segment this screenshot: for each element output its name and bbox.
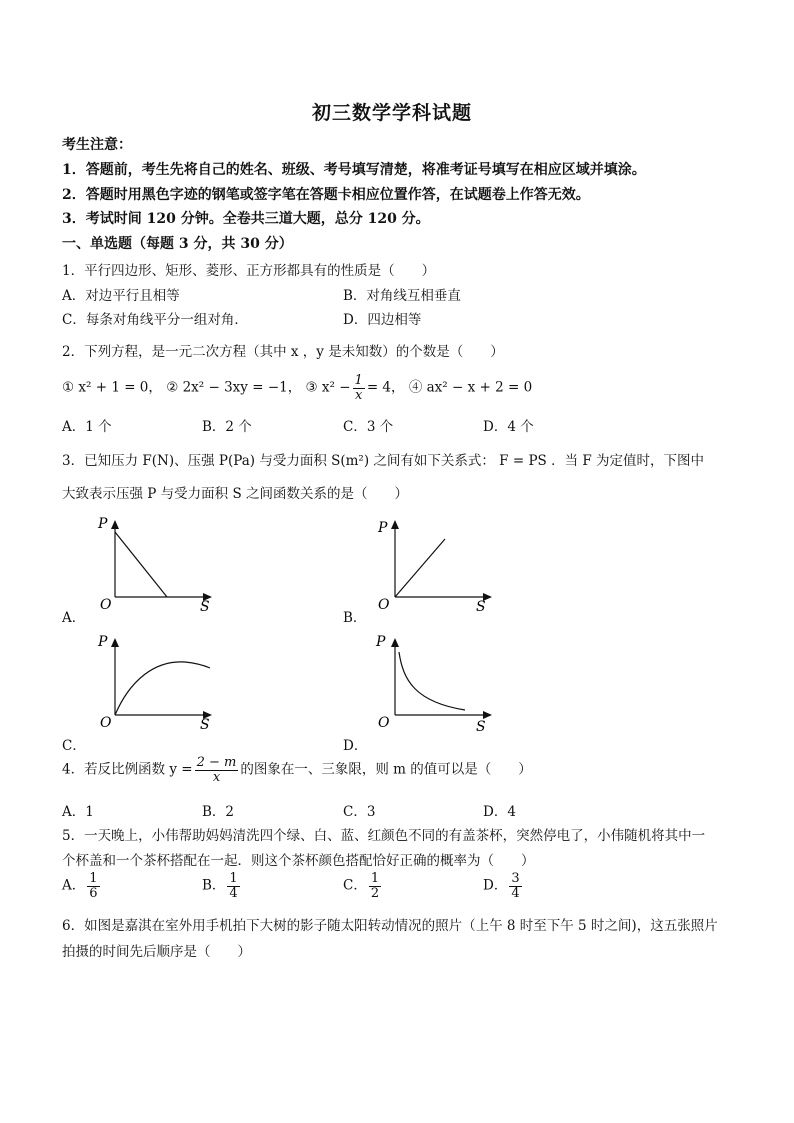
q5-d-num: 3 [511, 871, 520, 886]
q4-option-b: B．2 [202, 804, 235, 820]
graph-b-label-s: S [476, 599, 486, 615]
graph-a-p-arrow [111, 520, 119, 529]
graph-d-label-o: O [378, 715, 390, 731]
q4-option-c: C．3 [343, 804, 376, 820]
graph-b-label-p: P [378, 520, 388, 536]
page-title: 初三数学学科试题 [312, 102, 473, 124]
graph-b [370, 512, 500, 617]
notice-item-1: 1．答题前，考生先将自己的姓名、班级、考号填写清楚，将准考证号填写在相应区域并填涂。 [62, 162, 646, 178]
q4-stem [62, 756, 532, 784]
graph-c-label-s: S [200, 717, 210, 733]
graph-c-curve [115, 662, 210, 715]
q5-option-c-fraction [369, 872, 381, 900]
graph-d-curve [399, 652, 465, 710]
notice-heading: 考生注意： [62, 137, 132, 153]
q5-d-den: 4 [511, 885, 520, 901]
q5-option-d-label: D． [483, 877, 508, 894]
q2-eq3-pre: ③ x² − [305, 379, 351, 396]
q5-option-b-label: B． [202, 877, 226, 894]
q2-eq3-fraction [353, 374, 365, 402]
q4-option-a: A．1 [62, 804, 94, 820]
q1-option-b: B．对角线互相垂直 [343, 288, 461, 304]
q5-option-a-fraction [87, 872, 99, 900]
q5-option-d-fraction [509, 872, 521, 900]
graph-c-label-o: O [100, 715, 112, 731]
graph-c-p-arrow [111, 638, 119, 647]
q5-option-a [62, 872, 102, 900]
q5-option-c-label: C． [343, 877, 367, 894]
q3-option-c: C． [62, 738, 86, 754]
q5-c-num: 1 [370, 871, 380, 886]
q2-equations [62, 374, 532, 402]
q4-stem-pre: 4．若反比例函数 y = [62, 761, 193, 778]
q5-a-num: 1 [89, 871, 98, 886]
q2-eq4: ④ ax² − x + 2 = 0 [408, 379, 533, 396]
q5-option-a-label: A． [62, 877, 86, 894]
notice-item-2: 2．答题时用黑色字迹的钢笔或签字笔在答题卡相应位置作答，在试题卷上作答无效。 [62, 187, 590, 203]
q2-eq1: ① x² + 1 = 0， [62, 379, 162, 396]
q5-option-b-fraction [227, 872, 239, 900]
q4-stem-post: 的图象在一、三象限，则 m 的值可以是（ ） [240, 761, 532, 778]
q3-option-a: A． [62, 610, 86, 626]
graph-a-label-o: O [100, 597, 112, 613]
graph-b-p-arrow [391, 520, 399, 529]
q2-eq3-post: = 4， [366, 379, 405, 396]
q2-stem: 2．下列方程，是一元二次方程（其中 x ，y 是未知数）的个数是（ ） [62, 344, 504, 360]
q3-option-d: D． [343, 738, 368, 754]
graph-b-label-o: O [378, 597, 390, 613]
q4-fraction [195, 756, 239, 784]
q2-option-c: C．3 个 [343, 419, 394, 435]
q5-option-b [202, 872, 242, 900]
q3-line-1: 3．已知压力 F(N)、压强 P(Pa) 与受力面积 S(m²) 之间有如下关系式： F = PS ．当 F 为定值时，下图中 [62, 453, 705, 469]
q4-option-d: D．4 [483, 804, 516, 820]
q1-option-a: A．对边平行且相等 [62, 288, 180, 304]
graph-d-p-arrow [391, 638, 399, 647]
q5-b-den: 4 [229, 885, 238, 901]
graph-c [90, 630, 220, 735]
section-heading: 一、单选题（每题 3 分，共 30 分） [62, 236, 293, 252]
q1-stem: 1．平行四边形、矩形、菱形、正方形都具有的性质是（ ） [62, 263, 436, 279]
q6-line-2: 拍摄的时间先后顺序是（ ） [62, 944, 251, 960]
notice-item-3: 3．考试时间 120 分钟。全卷共三道大题，总分 120 分。 [62, 211, 430, 227]
graph-d [370, 630, 500, 735]
q5-line-1: 5．一天晚上，小伟帮助妈妈清洗四个绿、白、蓝、红颜色不同的有盖茶杯，突然停电了，小伟随机将其中一 [62, 828, 706, 844]
graph-a-label-p: P [98, 516, 108, 532]
q5-a-den: 6 [89, 885, 98, 901]
graph-d-label-s: S [476, 719, 486, 735]
q2-eq3-num: 1 [354, 373, 363, 388]
q1-option-c: C．每条对角线平分一组对角． [62, 312, 248, 328]
q2-option-a: A．1 个 [62, 419, 112, 435]
q4-fraction-den: x [212, 769, 221, 785]
graph-a-curve [115, 532, 167, 597]
q2-option-d: D．4 个 [483, 419, 534, 435]
graph-a-label-s: S [200, 599, 210, 615]
graph-d-s-arrow [483, 711, 492, 719]
q5-option-c [343, 872, 383, 900]
graph-c-label-p: P [98, 634, 108, 650]
q2-option-b: B．2 个 [202, 419, 252, 435]
graph-a [90, 512, 220, 617]
q3-line-2: 大致表示压强 P 与受力面积 S 之间函数关系的是（ ） [62, 486, 408, 502]
q2-eq3-den: x [355, 387, 363, 403]
q5-line-2: 个杯盖和一个茶杯搭配在一起．则这个茶杯颜色搭配恰好正确的概率为（ ） [62, 853, 535, 869]
q5-c-den: 2 [370, 885, 380, 901]
q4-fraction-num: 2 − m [196, 755, 237, 770]
q6-line-1: 6．如图是嘉淇在室外用手机拍下大树的影子随太阳转动情况的照片（上午 8 时至下午 5 时之间)，这五张照片 [62, 918, 718, 934]
graph-d-label-p: P [376, 634, 386, 650]
q3-option-b: B． [343, 610, 367, 626]
q2-eq2: ② 2x² − 3xy = −1， [166, 379, 302, 396]
q5-b-num: 1 [229, 871, 238, 886]
q5-option-d [483, 872, 524, 900]
graph-b-curve [395, 539, 445, 597]
q1-option-d: D．四边相等 [343, 312, 422, 328]
